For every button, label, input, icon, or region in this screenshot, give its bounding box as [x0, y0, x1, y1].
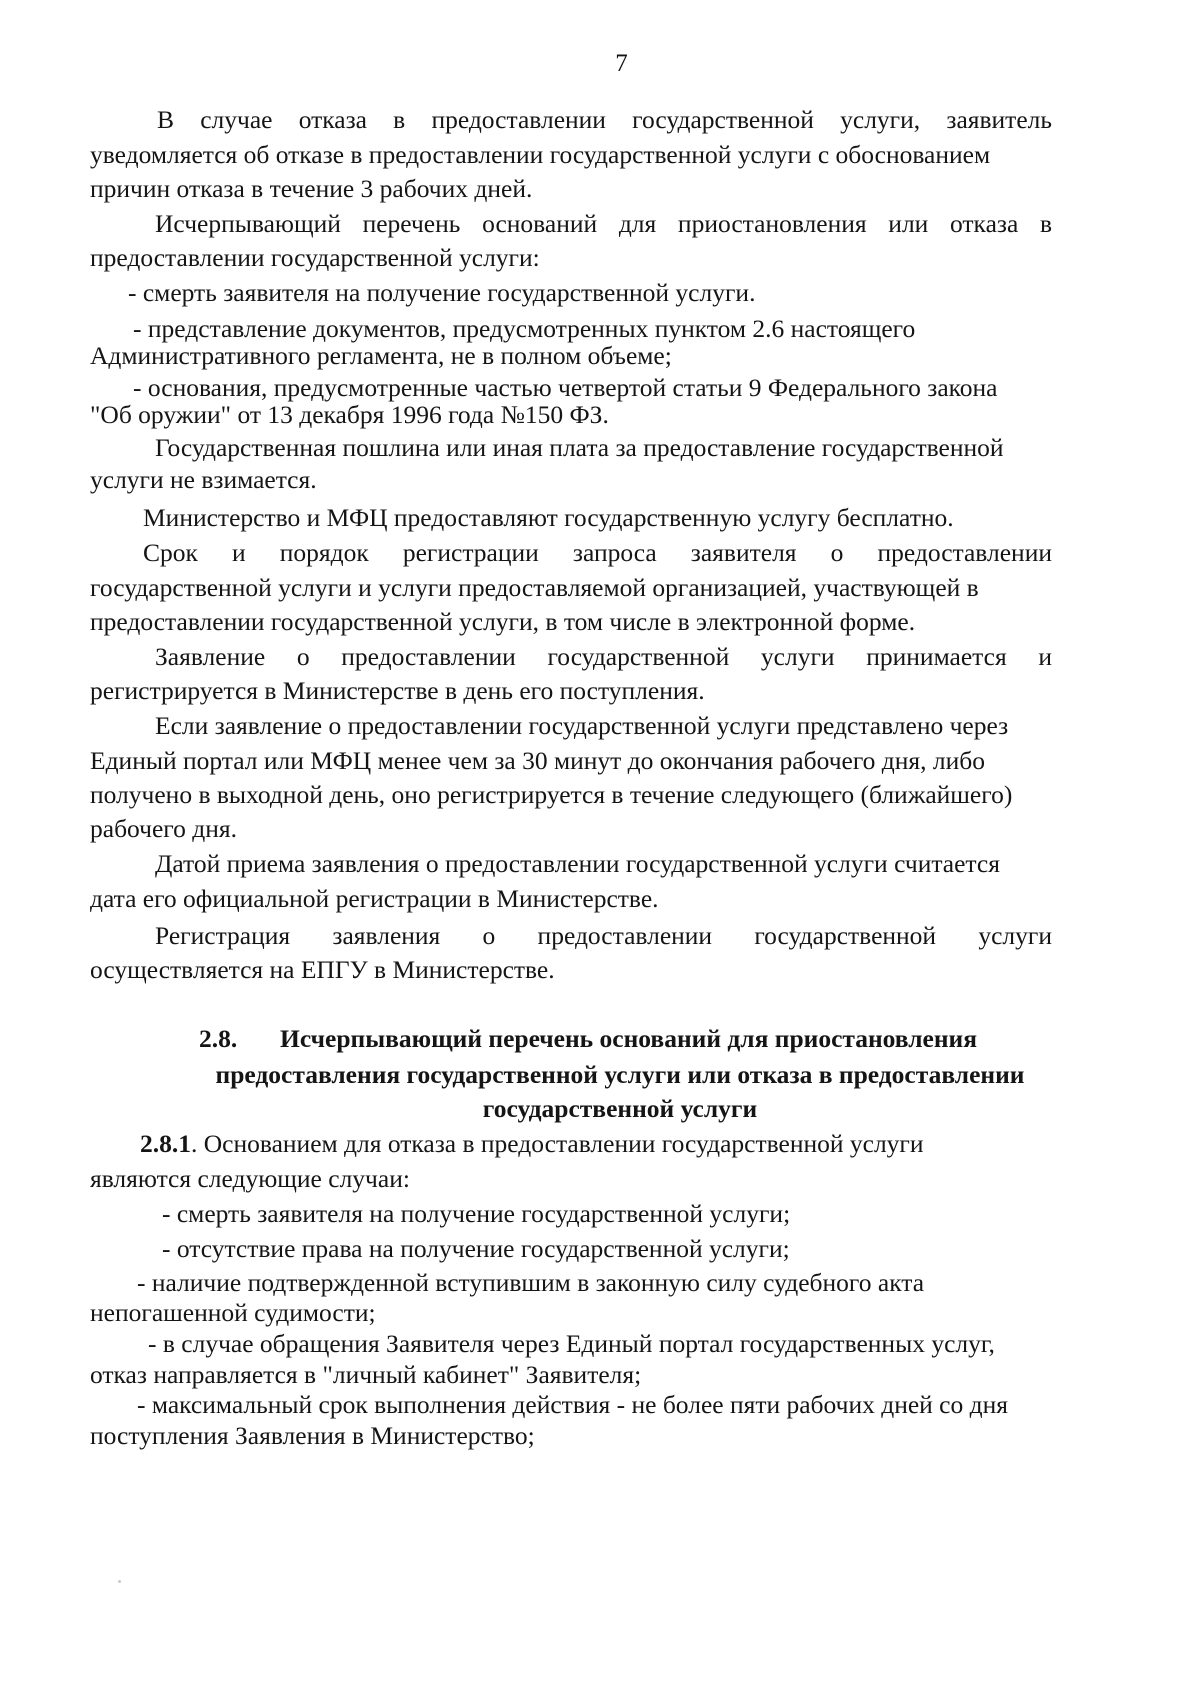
text-line: дата его официальной регистрации в Министерстве. [90, 884, 659, 913]
section-title-line: государственной услуги [482, 1094, 758, 1123]
text-line: предоставлении государственной услуги, в том числе в электронной форме. [90, 607, 916, 636]
section-title-line: Исчерпывающий перечень оснований для приостановления [280, 1024, 978, 1053]
scan-speck [118, 1580, 121, 1583]
list-item: - наличие подтвержденной вступившим в законную силу судебного акта [137, 1268, 925, 1297]
text-line: осуществляется на ЕПГУ в Министерстве. [90, 955, 555, 984]
text-line: регистрируется в Министерстве в день его поступления. [90, 676, 705, 705]
text-line: Министерство и МФЦ предоставляют государственную услугу бесплатно. [143, 503, 954, 532]
text-line: непогашенной судимости; [90, 1298, 376, 1327]
text-line: Административного регламента, не в полном объеме; [90, 341, 672, 370]
section-number: 2.8. [199, 1024, 238, 1053]
text-line: уведомляется об отказе в предоставлении государственной услуги с обоснованием [90, 140, 991, 169]
text-line: услуги не взимается. [90, 465, 317, 494]
text-line: Датой приема заявления о предоставлении государственной услуги считается [155, 849, 1000, 878]
list-item: - отсутствие права на получение государственной услуги; [162, 1234, 790, 1263]
list-item: - в случае обращения Заявителя через Единый портал государственных услуг, [148, 1329, 995, 1358]
text-line: государственной услуги и услуги предоставляемой организацией, участвующей в [90, 573, 979, 602]
list-item: - представление документов, предусмотренных пунктом 2.6 настоящего [133, 314, 916, 343]
text-line: Регистрация заявления о предоставлении государственной услуги [155, 921, 1052, 950]
text-line: получено в выходной день, оно регистрируется в течение следующего (ближайшего) [90, 780, 1013, 809]
section-title-line: предоставления государственной услуги или отказа в предоставлении [215, 1060, 1025, 1089]
list-item: - смерть заявителя на получение государственной услуги. [128, 278, 756, 307]
clause-line [140, 1129, 924, 1159]
text-line: отказ направляется в "личный кабинет" Заявителя; [90, 1360, 642, 1389]
text-line: поступления Заявления в Министерство; [90, 1421, 535, 1450]
text-line: Исчерпывающий перечень оснований для приостановления или отказа в [155, 209, 1052, 238]
text-line: рабочего дня. [90, 814, 237, 843]
text-line: причин отказа в течение 3 рабочих дней. [90, 174, 533, 203]
text-line: Единый портал или МФЦ менее чем за 30 минут до окончания рабочего дня, либо [90, 746, 985, 775]
text-line: В случае отказа в предоставлении государственной услуги, заявитель [157, 105, 1052, 134]
clause-text: . Основанием для отказа в предоставлении государственной услуги [191, 1129, 924, 1158]
clause-number: 2.8.1 [140, 1129, 191, 1158]
text-line: Заявление о предоставлении государственной услуги принимается и [155, 642, 1052, 671]
text-line: Если заявление о предоставлении государственной услуги представлено через [155, 711, 1009, 740]
text-line: являются следующие случаи: [90, 1164, 410, 1193]
text-line: "Об оружии" от 13 декабря 1996 года №150 ФЗ. [90, 400, 609, 429]
text-line: Срок и порядок регистрации запроса заявителя о предоставлении [143, 538, 1052, 567]
page-number: 7 [615, 50, 628, 77]
list-item: - максимальный срок выполнения действия - не более пяти рабочих дней со дня [137, 1390, 1008, 1419]
list-item: - смерть заявителя на получение государственной услуги; [162, 1199, 791, 1228]
text-line: предоставлении государственной услуги: [90, 243, 540, 272]
text-line: Государственная пошлина или иная плата за предоставление государственной [155, 433, 1004, 462]
list-item: - основания, предусмотренные частью четвертой статьи 9 Федерального закона [133, 373, 998, 402]
